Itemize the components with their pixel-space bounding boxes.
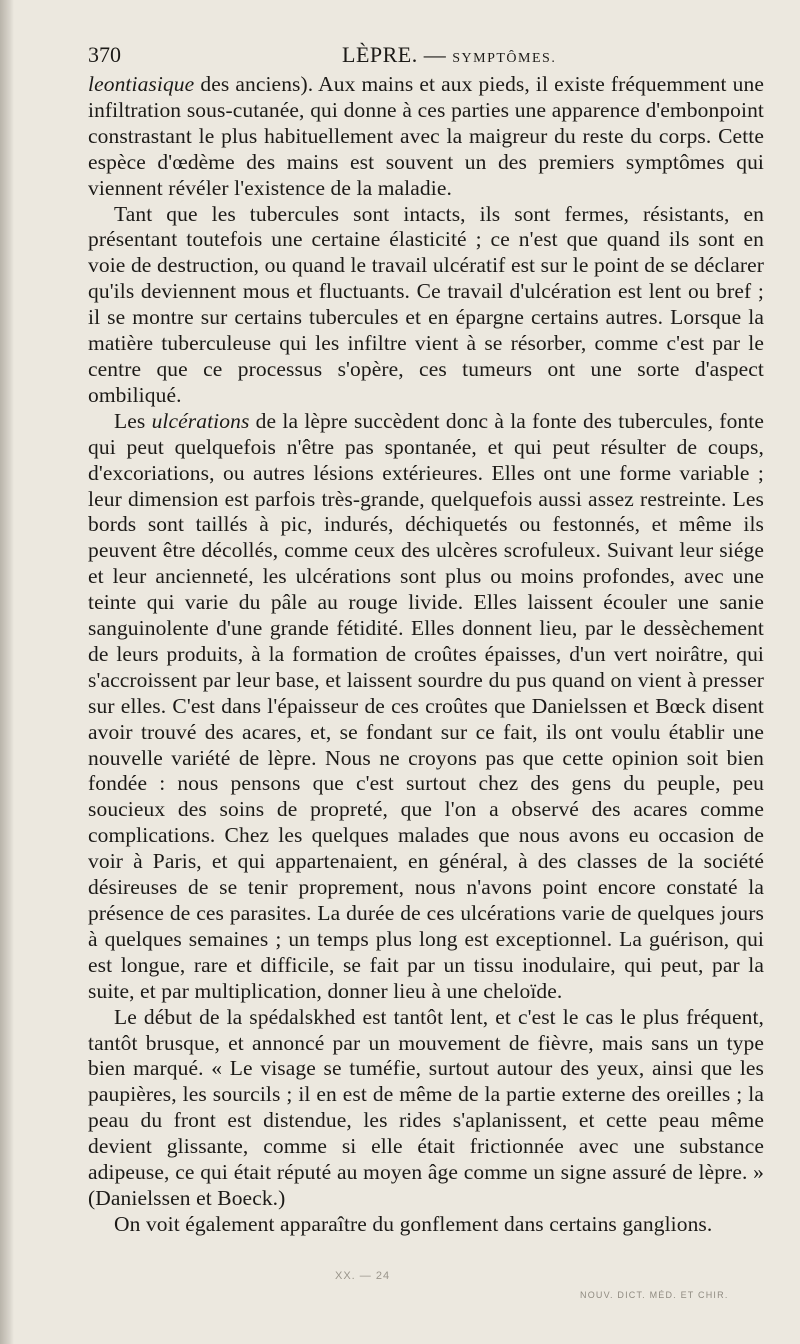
running-head xyxy=(88,30,764,72)
italic-term: leontiasique xyxy=(88,72,195,96)
paragraph-text: des anciens). Aux mains et aux pieds, il existe fréquemment une infiltration sous-cutanée, qui donne à ces parties une apparence d'embonpoint constrastant le plus habituellement avec la maigreur du reste du corps. Cette espèce d'œdème des mains est souvent un des premiers symptômes qui viennent révéler l'existence de la maladie. xyxy=(88,72,764,200)
book-page xyxy=(88,30,764,1238)
paragraph-text: Les xyxy=(114,408,152,433)
paragraph-3 xyxy=(88,409,764,1005)
page-binding-shadow xyxy=(0,0,14,1344)
paragraph-5: On voit également apparaître du gonflement dans certains ganglions. xyxy=(114,1211,713,1236)
paragraph-2: Tant que les tubercules sont intacts, ils sont fermes, résistants, en présentant toutefois une certaine élasticité ; ce n'est que quand ils sont en voie de destruction, ou quand le travail ulcératif est sur le point de se déclarer qu'ils deviennent mous et fluctuants. Ce travail d'ulcération est lent ou bref ; il se montre sur certains tubercules et en épargne certains autres. Lorsque la matière tuberculeuse qui les infiltre vient à se résorber, comme c'est par le centre que ce processus s'opère, ces tumeurs ont une sorte d'aspect ombiliqué. xyxy=(88,201,764,407)
imprint-footer: NOUV. DICT. MÉD. ET CHIR. xyxy=(580,1290,729,1300)
body-text xyxy=(88,72,764,1238)
signature-mark: XX. — 24 xyxy=(335,1270,391,1282)
running-title xyxy=(342,42,556,68)
paragraph-1 xyxy=(88,72,764,202)
running-title-main: LÈPRE. — xyxy=(342,42,447,67)
italic-term: ulcérations xyxy=(151,408,250,433)
running-title-sub: SYMPTÔMES. xyxy=(452,51,557,66)
paragraph-text: de la lèpre succèdent donc à la fonte des tubercules, fonte qui peut quelquefois n'être pas spontanée, et qui peut résulter de coups, d'excoriations, ou autres lésions extérieures. Elles ont une forme variable ; leur dimension est parfois très-grande, quelquefois aussi assez restreinte. Les bords sont taillés à pic, indurés, déchiquetés ou festonnés, et même ils peuvent être décollés, comme ceux des ulcères scrofuleux. Suivant leur siége et leur ancienneté, les ulcérations sont plus ou moins profondes, avec une teinte qui varie du pâle au rouge livide. Elles laissent écouler une sanie sanguinolente d'une grande fétidité. Elles donnent lieu, par le dessèchement de leurs produits, à la formation de croûtes épaisses, d'un vert noirâtre, qui s'accroissent par leur base, et laissent sourdre du pus quand on vient à presser sur elles. C'est dans l'épaisseur de ces croûtes que Danielssen et Bœck disent avoir trouvé des acares, et, se fondant sur ce fait, ils ont voulu établir une nouvelle variété de lèpre. Nous ne croyons pas que cette opinion soit bien fondée : nous pensons que c'est surtout chez des gens du peuple, peu soucieux des soins de propreté, que l'on a observé des acares comme complications. Chez les quelques malades que nous avons eu occasion de voir à Paris, et qui appartenaient, en général, à des classes de la société désireuses de se tenir proprement, nous n'avons point encore constaté la présence de ces parasites. La durée de ces ulcérations varie de quelques jours à quelques semaines ; un temps plus long est exceptionnel. La guérison, qui est longue, rare et difficile, se fait par un tissu inodulaire, qui peut, par la suite, et par multiplication, donner lieu à une cheloïde. xyxy=(88,408,764,1003)
page-number: 370 xyxy=(88,42,121,67)
paragraph-4: Le début de la spédalskhed est tantôt lent, et c'est le cas le plus fréquent, tantôt brusque, et annoncé par un mouvement de fièvre, mais sans un type bien marqué. « Le visage se tuméfie, surtout autour des yeux, ainsi que les paupières, les sourcils ; il en est de même de la partie externe des oreilles ; la peau du front est distendue, les rides s'aplanissent, et cette peau même devient glissante, comme si elle était frictionnée avec une substance adipeuse, ce qui était réputé au moyen âge comme un signe assuré de lèpre. » (Danielssen et Boeck.) xyxy=(88,1004,764,1210)
